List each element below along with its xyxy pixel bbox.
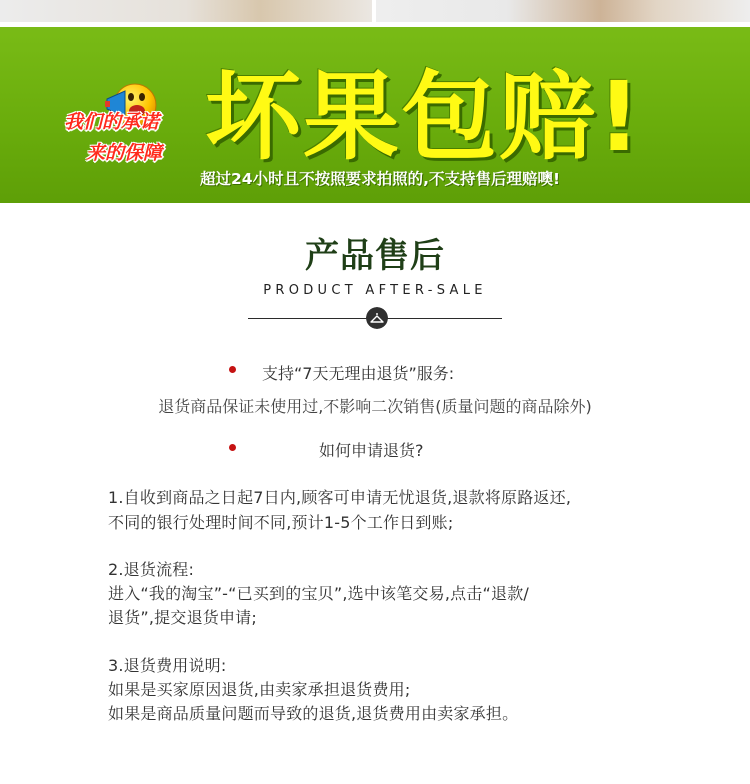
bullet-dot bbox=[229, 444, 236, 451]
item3-line2: 如果是商品质量问题而导致的退货,退货费用由卖家承担。 bbox=[108, 704, 519, 723]
item2-line1: 进入“我的淘宝”-“已买到的宝贝”,选中该笔交易,点击“退款/ bbox=[108, 584, 529, 603]
promise-text-line2: 来的保障 bbox=[86, 142, 163, 164]
item3-line1: 如果是买家原因退货,由卖家承担退货费用; bbox=[108, 680, 411, 699]
item1-line2: 不同的银行处理时间不同,预计1-5个工作日到账; bbox=[108, 513, 454, 532]
product-photo-strip bbox=[0, 0, 750, 22]
banner-headline: 坏果包赔! bbox=[205, 61, 643, 173]
item2-line2: 退货”,提交退货申请; bbox=[108, 608, 257, 627]
return-policy-note: 退货商品保证未使用过,不影响二次销售(质量问题的商品除外) bbox=[158, 397, 592, 416]
section-title: 产品售后 bbox=[305, 236, 445, 276]
bullet-dot bbox=[229, 366, 236, 373]
item3-title: 3.退货费用说明: bbox=[108, 656, 227, 675]
how-to-heading: 如何申请退货? bbox=[319, 441, 424, 460]
return-policy-heading: 支持“7天无理由退货”服务: bbox=[262, 364, 455, 383]
product-photo-right bbox=[376, 0, 750, 22]
item2-title: 2.退货流程: bbox=[108, 560, 195, 579]
guarantee-banner bbox=[0, 27, 750, 203]
promise-text-line1: 我们的承诺 bbox=[64, 111, 160, 133]
product-photo-left bbox=[0, 0, 372, 22]
section-subtitle: PRODUCT AFTER-SALE bbox=[263, 283, 487, 298]
hanger-icon bbox=[366, 307, 388, 329]
banner-subline: 超过24小时且不按照要求拍照的,不支持售后理赔噢! bbox=[200, 170, 561, 188]
item1-line1: 1.自收到商品之日起7日内,顾客可申请无忧退货,退款将原路返还, bbox=[108, 488, 572, 507]
